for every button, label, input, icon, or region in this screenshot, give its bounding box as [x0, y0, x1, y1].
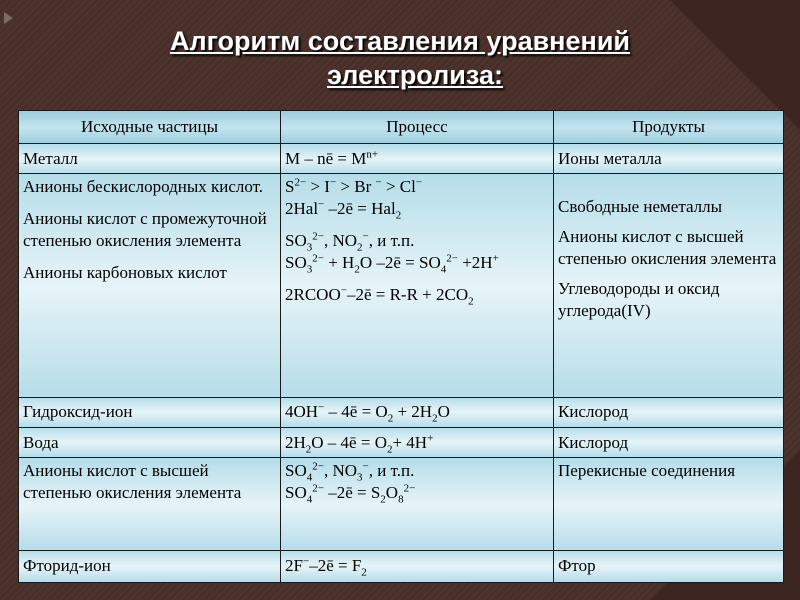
cell-process-anions	[281, 174, 554, 398]
electrolysis-table	[18, 110, 784, 583]
cell-process-hydroxide: 4OH− – 4ē = $O_2 + 2H_2O$	[281, 397, 554, 427]
cell-process-water: $2H_2O$ – 4ē = $O_2+ 4H^+$	[281, 427, 554, 457]
halide-series: $S^{2-} > I^- > Br$ − > Cl−	[285, 176, 423, 197]
table-row	[19, 427, 784, 457]
cell-product-anions	[554, 174, 784, 398]
cell-product-water: Кислород	[554, 427, 784, 457]
title-line-2: электролиза:	[327, 60, 503, 90]
product-hydrocarbons: Углеводороды и оксид углерода(IV)	[558, 279, 720, 321]
sulfite-equation: $SO_3^{2-} + H_2O$ –2ē = $SO_4^{2-} +2H^+$	[285, 252, 499, 276]
cell-process-highest	[281, 458, 554, 551]
cell-process-metal: M – nē = $M^{n+}$	[281, 144, 554, 174]
cell-particle-metal: Металл	[19, 144, 281, 174]
cell-process-fluoride: 2F−–2ē = $F_2$	[281, 550, 554, 582]
header-products: Продукты	[554, 111, 784, 144]
table-row	[19, 144, 784, 174]
table-row	[19, 550, 784, 582]
particle-intermediate-anions: Анионы кислот с промежуточной степенью окисления элемента	[23, 209, 267, 251]
highest-ions-list: $SO_4^{2-}$, $NO_3^-$, и т.п.	[285, 460, 415, 484]
header-particles: Исходные частицы	[19, 111, 281, 144]
product-higher-anions: Анионы кислот с высшей степенью окисления элемента	[558, 227, 777, 269]
cell-particle-hydroxide: Гидроксид-ион	[19, 397, 281, 427]
triangle-bullet-icon	[4, 12, 13, 24]
kolbe-equation: 2RCOO−–2ē = $R-R + 2CO_2$	[285, 284, 474, 308]
title-line-1: Алгоритм составления уравнений	[169, 26, 631, 56]
cell-particle-anions	[19, 174, 281, 398]
cell-particle-water: Вода	[19, 427, 281, 457]
particle-oxygen-free-anions: Анионы бескислородных кислот.	[23, 177, 264, 197]
intermediate-ions-list: $SO_3^{2-}$, $NO_2^-$, и т.п.	[285, 230, 415, 254]
table-row	[19, 458, 784, 551]
persulfate-equation: $SO_4^{2-}$ –2ē = $S_2O_8^{2-}$	[285, 482, 416, 506]
table-header-row	[19, 111, 784, 144]
cell-particle-fluoride: Фторид-ион	[19, 550, 281, 582]
cell-product-hydroxide: Кислород	[554, 397, 784, 427]
table-row	[19, 397, 784, 427]
cell-product-metal: Ионы металла	[554, 144, 784, 174]
halide-equation: 2Hal− –2ē = Hal$_2$	[285, 198, 402, 222]
particle-carboxylate-anions: Анионы карбоновых кислот	[23, 263, 227, 283]
cell-particle-highest: Анионы кислот с высшей степенью окисления элемента	[19, 458, 281, 551]
table-row	[19, 174, 784, 398]
header-process: Процесс	[281, 111, 554, 144]
product-nonmetals: Свободные неметаллы	[558, 197, 723, 217]
cell-product-fluoride: Фтор	[554, 550, 784, 582]
cell-product-highest: Перекисные соединения	[554, 458, 784, 551]
slide-title	[0, 24, 800, 92]
